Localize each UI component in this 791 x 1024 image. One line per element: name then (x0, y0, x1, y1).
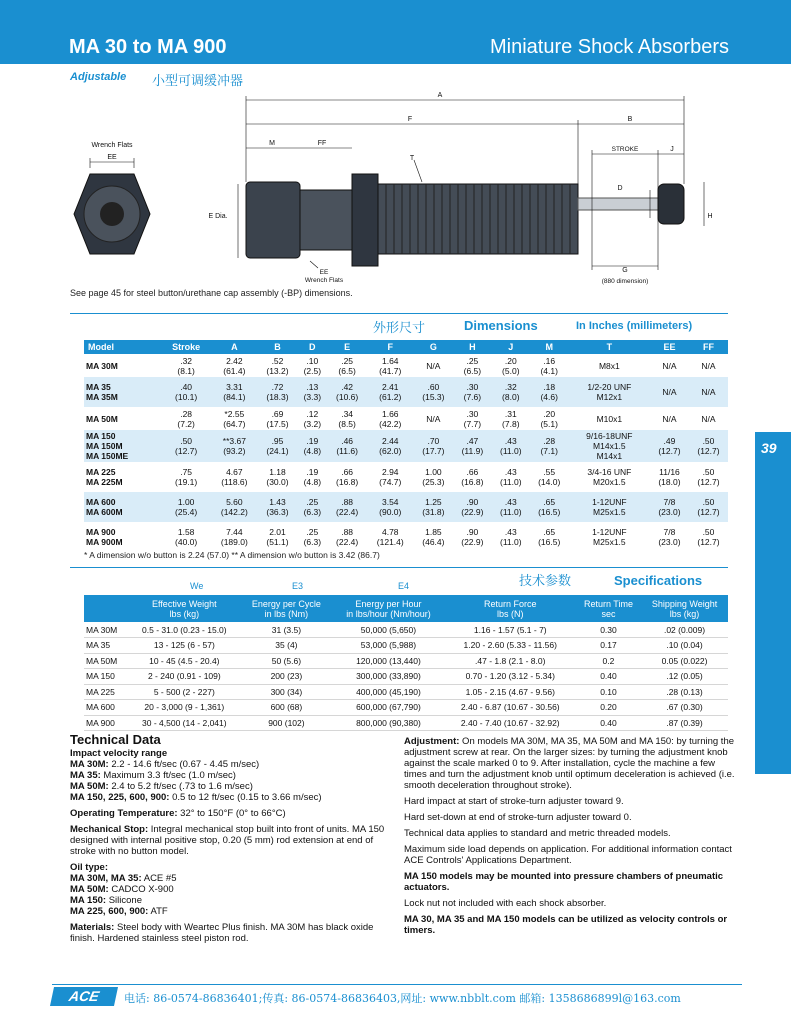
dimensions-cell: 5.60 (142.2) (211, 492, 258, 522)
dimensions-cell: .34 (8.5) (338, 408, 356, 429)
specifications-cell: .28 (0.13) (641, 684, 728, 700)
specifications-row (84, 669, 728, 685)
bp-note: See page 45 for steel button/urethane cap assembly (-BP) dimensions. (70, 288, 353, 298)
shock-absorber-diagram (60, 86, 740, 298)
specifications-cell: 2 - 240 (0.91 - 109) (128, 669, 240, 685)
dim-f-label: F (407, 116, 413, 123)
symbol-e3: E3 (292, 581, 304, 591)
dimensions-cell: .75 (19.1) (175, 467, 198, 487)
specifications-header-cell: Effective Weight lbs (kg) (128, 595, 240, 622)
symbol-e4: E4 (398, 581, 410, 591)
note-hard-setdown: Hard set-down at end of stroke-turn adjuster toward 0. (404, 812, 632, 823)
dimensions-cell: 1.00 (25.3) (422, 467, 445, 487)
dimensions-cell: .50 (12.7) (697, 467, 720, 487)
dimensions-cell: MA 150 MA 150M MA 150ME (84, 430, 162, 462)
specifications-cell: 1.16 - 1.57 (5.1 - 7) (445, 622, 576, 638)
side-view (208, 92, 712, 285)
oil-type-item: MA 50M: CADCO X-900 (70, 884, 174, 895)
specifications-header-cell: Return Time sec (576, 595, 641, 622)
dimensions-cell: .40 (10.1) (162, 377, 211, 407)
specifications-cell: 0.05 (0.022) (641, 653, 728, 669)
dimensions-cell: 3.54 (90.0) (367, 492, 414, 522)
dimensions-cell: **3.67 (93.2) (211, 430, 258, 462)
dimensions-cell: N/A (662, 360, 677, 371)
dimensions-cell: .16 (4.1) (540, 355, 558, 376)
dimensions-cell: .18 (4.6) (530, 377, 569, 407)
dimensions-cell: 7/8 (23.0) (650, 492, 689, 522)
dimensions-header-row (84, 340, 728, 354)
dimensions-row (84, 407, 728, 430)
note-hard-impact: Hard impact at start of stroke-turn adjuster toward 9. (404, 796, 624, 807)
specifications-cell: 0.70 - 1.20 (3.12 - 5.34) (445, 669, 576, 685)
dimensions-cell: MA 225 MA 225M (86, 467, 123, 487)
dimensions-units: In Inches (millimeters) (576, 320, 693, 332)
page-title: MA 30 to MA 900 (69, 36, 227, 58)
oil-type-item: MA 150: Silicone (70, 895, 142, 906)
specifications-cell: 300 (34) (241, 684, 333, 700)
footer-divider (52, 984, 742, 985)
dimensions-cell: .70 (17.7) (414, 430, 453, 462)
dim-t-label: T (409, 155, 415, 162)
dimensions-cell: .25 (6.5) (338, 355, 356, 376)
dimensions-cell: N/A (650, 377, 689, 407)
dimensions-cell: N/A (701, 413, 716, 424)
specifications-row (84, 715, 728, 731)
dimensions-row (84, 430, 728, 462)
dimensions-cell: 1-12UNF M25x1.5 (592, 527, 627, 547)
dimensions-cell: MA 35 MA 35M (84, 377, 162, 407)
note-velocity-controls: MA 30, MA 35 and MA 150 models can be utilized as velocity controls or timers. (404, 914, 728, 936)
specifications-cell: 5 - 500 (2 - 227) (128, 684, 240, 700)
specifications-cell: 0.17 (576, 638, 641, 654)
dimensions-cell: 1.66 (42.2) (379, 408, 402, 429)
dimensions-cell: 1.58 (40.0) (175, 527, 198, 547)
dimensions-title: Dimensions (464, 318, 538, 333)
specifications-cell: 120,000 (13,440) (332, 653, 444, 669)
specifications-cell: .10 (0.04) (641, 638, 728, 654)
dimensions-cell: 2.01 (51.1) (266, 527, 289, 547)
dim-g-note: (880 dimension) (601, 278, 649, 285)
specifications-cell: 600,000 (67,790) (332, 700, 444, 716)
dimensions-cell: 1.85 (46.4) (422, 527, 445, 547)
dimensions-cell: MA 900 MA 900M (86, 527, 123, 547)
dimensions-cell: N/A (701, 360, 716, 371)
specifications-row (84, 622, 728, 638)
dimensions-cell: .49 (12.7) (650, 430, 689, 462)
dimensions-cell: .25 (6.3) (303, 527, 322, 547)
dimensions-header-cell: FF (689, 340, 728, 354)
dimensions-header-cell: J (492, 340, 530, 354)
dimensions-cell: .42 (10.6) (328, 377, 367, 407)
specifications-cell: 0.30 (576, 622, 641, 638)
ee-bottom-label: EE (319, 269, 329, 276)
impact-velocity-item: MA 35: Maximum 3.3 ft/sec (1.0 m/sec) (70, 770, 236, 781)
specifications-header-row (84, 595, 728, 622)
dimensions-cell: .19 (4.8) (297, 430, 328, 462)
specifications-row (84, 700, 728, 716)
dimensions-cell: N/A (426, 413, 441, 424)
technical-data (70, 734, 390, 949)
dimensions-cell: 11/16 (18.0) (658, 467, 681, 487)
divider (70, 567, 728, 568)
symbol-we: We (190, 581, 204, 591)
specifications-cell: MA 50M (84, 653, 128, 669)
specifications-title: Specifications (614, 573, 703, 588)
dimensions-cell: .52 (13.2) (266, 355, 289, 376)
dimensions-cell: .43 (11.0) (492, 492, 530, 522)
wrench-flats-bottom-label: Wrench Flats (304, 277, 344, 284)
wrench-flats-label: Wrench Flats (91, 142, 133, 149)
dimensions-cell: .43 (11.0) (492, 430, 530, 462)
specifications-cell: 0.40 (576, 715, 641, 731)
dimensions-cell: 4.67 (118.6) (221, 467, 248, 487)
dimensions-cell: .50 (12.7) (689, 430, 728, 462)
specifications-row (84, 638, 728, 654)
impact-velocity-item: MA 50M: 2.4 to 5.2 ft/sec (.73 to 1.6 m/sec) (70, 781, 253, 792)
footer-contact: 电话: 86-0574-86836401;传真: 86-0574-86836403,网址: www.nbblt.com 邮箱: 1358686899l@163.com (124, 992, 681, 1005)
technical-data-title: Technical Data (70, 732, 161, 747)
specifications-cell: 53,000 (5,988) (332, 638, 444, 654)
dimensions-table (84, 340, 728, 552)
specifications-cell: 600 (68) (241, 700, 333, 716)
oil-type-label: Oil type: (70, 862, 109, 873)
dimensions-cell: 7.44 (189.0) (220, 527, 248, 547)
dimensions-header-cell: M (530, 340, 569, 354)
specifications-cell: MA 225 (84, 684, 128, 700)
specifications-cell: 400,000 (45,190) (332, 684, 444, 700)
dimensions-cell: .90 (22.9) (453, 492, 492, 522)
page-side-tab (755, 432, 791, 774)
dimensions-header-cell: G (414, 340, 453, 354)
dimensions-cell: .25 (6.5) (463, 355, 482, 376)
dimensions-cell: 9/16-18UNF M14x1.5 M14x1 (569, 430, 650, 462)
dimensions-cell: .47 (11.9) (453, 430, 492, 462)
dimensions-cell: .13 (3.3) (297, 377, 328, 407)
specifications-cell: 50 (5.6) (241, 653, 333, 669)
dim-b-label: B (627, 116, 633, 123)
specifications-cell: .02 (0.009) (641, 622, 728, 638)
dimensions-cell: .19 (4.8) (303, 467, 322, 487)
dim-g-label: G (622, 267, 628, 274)
specifications-table (84, 595, 728, 731)
dimensions-cell: .90 (22.9) (461, 527, 484, 547)
dimensions-cell: .55 (14.0) (538, 467, 561, 487)
operating-temperature: Operating Temperature: 32° to 150°F (0° to 66°C) (70, 808, 286, 819)
dimensions-note: * A dimension w/o button is 2.24 (57.0) ** A dimension w/o button is 3.42 (86.7) (84, 550, 380, 560)
dim-m-label: M (269, 140, 275, 147)
dimensions-cell: MA 30M (86, 360, 118, 371)
dim-a-label: A (437, 92, 443, 99)
oil-type-item: MA 30M, MA 35: ACE #5 (70, 873, 177, 884)
e-dia-label: E Dia. (208, 213, 228, 220)
specifications-cell: 1.20 - 2.60 (5.33 - 11.56) (445, 638, 576, 654)
page-number: 39 (761, 440, 777, 456)
dimensions-cell: .20 (5.0) (502, 355, 520, 376)
adjustment-text: Adjustment: On models MA 30M, MA 35, MA 50M and MA 150: by turning the adjustment screw at rear. On the larger sizes: by turning the adjustment knob against the scale marked 0 to 9. After installation, cycle the machine a few times and turn the adjustment knob until optimum deceleration is achieved (i.e. smooth deceleration throughout stroke). (404, 736, 735, 791)
dimensions-cell: .65 (16.5) (538, 527, 561, 547)
dimensions-header-cell: B (258, 340, 297, 354)
impact-velocity-item: MA 30M: 2.2 - 14.6 ft/sec (0.67 - 4.45 m/sec) (70, 759, 260, 770)
oil-type-list (70, 873, 390, 917)
page-subtitle: Miniature Shock Absorbers (489, 36, 729, 58)
dimensions-cell: 1.18 (30.0) (266, 467, 289, 487)
specifications-cell: 900 (102) (241, 715, 333, 731)
dimensions-cell: .95 (24.1) (258, 430, 297, 462)
specifications-cell: 0.2 (576, 653, 641, 669)
dimensions-cell: .46 (11.6) (328, 430, 367, 462)
dimensions-cell: 3/4-16 UNF M20x1.5 (587, 467, 632, 487)
dimensions-cell: MA 600 MA 600M (84, 492, 162, 522)
specifications-row (84, 653, 728, 669)
dimensions-cell: N/A (426, 360, 441, 371)
dimensions-cell: .20 (5.1) (540, 408, 558, 429)
dimensions-cell: .50 (12.7) (162, 430, 211, 462)
dimensions-cell: 1.43 (36.3) (258, 492, 297, 522)
dim-h-label: H (707, 213, 713, 220)
dimensions-cell: .32 (8.1) (177, 355, 195, 376)
specifications-cell: 35 (4) (241, 638, 333, 654)
specifications-cell: 0.40 (576, 669, 641, 685)
dimensions-cell: .66 (16.8) (461, 467, 484, 487)
specifications-header-cell: Shipping Weight lbs (kg) (641, 595, 728, 622)
dimensions-cell: N/A (689, 377, 728, 407)
specifications-cell: MA 35 (84, 638, 128, 654)
specifications-cell: 0.10 (576, 684, 641, 700)
dim-d-label: D (617, 185, 623, 192)
dimensions-row (84, 377, 728, 407)
dimensions-cell: .88 (22.4) (336, 527, 359, 547)
dimensions-header-cell: F (367, 340, 414, 354)
note-pressure-chambers: MA 150 models may be mounted into pressure chambers of pneumatic actuators. (404, 871, 724, 893)
dimensions-cell: 2.41 (61.2) (367, 377, 414, 407)
dimensions-row (84, 462, 728, 492)
dimensions-cell: .69 (17.5) (266, 408, 289, 429)
dimensions-cell: .28 (7.1) (530, 430, 569, 462)
impact-velocity-list (70, 759, 390, 803)
dimensions-cn: 外形尺寸 (373, 320, 426, 335)
ace-logo: ACE (50, 987, 118, 1006)
mechanical-stop: Mechanical Stop: Integral mechanical stop built into front of units. MA 150 designed with internal positive stop, 0.20 (5 mm) rod extension at end of stroke with no button model. (70, 824, 385, 857)
dim-stroke-label: STROKE (611, 146, 639, 153)
dimensions-header-cell: D (297, 340, 328, 354)
dimensions-cell: 1/2-20 UNF M12x1 (569, 377, 650, 407)
dimensions-cell: .31 (7.8) (502, 408, 520, 429)
dimensions-cell: .30 (7.6) (453, 377, 492, 407)
impact-velocity-item: MA 150, 225, 600, 900: 0.5 to 12 ft/sec (0.15 to 3.66 m/sec) (70, 792, 322, 803)
specifications-header-cell: Energy per Hour in lbs/hour (Nm/hour) (332, 595, 444, 622)
dimensions-cell: 1.00 (25.4) (162, 492, 211, 522)
dimensions-cell: .72 (18.3) (258, 377, 297, 407)
dimensions-cell: .66 (16.8) (336, 467, 359, 487)
specifications-cell: 50,000 (5,650) (332, 622, 444, 638)
specifications-cell: 2.40 - 6.87 (10.67 - 30.56) (445, 700, 576, 716)
dimensions-cell: .50 (12.7) (697, 527, 720, 547)
specifications-cell: 30 - 4,500 (14 - 2,041) (128, 715, 240, 731)
specifications-cell: 0.5 - 31.0 (0.23 - 15.0) (128, 622, 240, 638)
dimensions-header-cell: Stroke (162, 340, 211, 354)
dimensions-cell: .12 (3.2) (303, 408, 322, 429)
dimensions-row (84, 354, 728, 377)
dimensions-cell: 4.78 (121.4) (376, 527, 404, 547)
dim-j-label: J (670, 146, 674, 153)
dimensions-cell: M10x1 (596, 413, 623, 424)
dimensions-header-cell: T (569, 340, 650, 354)
divider (70, 313, 728, 314)
dimensions-cell: 2.42 (61.4) (223, 355, 246, 376)
dimensions-header-cell: EE (650, 340, 689, 354)
dimensions-header-cell: H (453, 340, 492, 354)
dimensions-cell: 7/8 (23.0) (658, 527, 681, 547)
specifications-cell: .87 (0.39) (641, 715, 728, 731)
dimensions-cell: M8x1 (598, 360, 620, 371)
specifications-cell: MA 600 (84, 700, 128, 716)
page-header (0, 0, 791, 64)
specifications-cell: MA 30M (84, 622, 128, 638)
oil-type-item: MA 225, 600, 900: ATF (70, 906, 168, 917)
specifications-cell: 800,000 (90,380) (332, 715, 444, 731)
dimensions-cell: .28 (7.2) (177, 408, 195, 429)
adjustment-notes (404, 736, 736, 941)
dimensions-cell: 2.94 (74.7) (379, 467, 402, 487)
dimensions-cell: .88 (22.4) (328, 492, 367, 522)
dimensions-cell: .10 (2.5) (303, 355, 322, 376)
specifications-cell: MA 900 (84, 715, 128, 731)
dimensions-cell: 2.44 (62.0) (367, 430, 414, 462)
specifications-cell: 300,000 (33,890) (332, 669, 444, 685)
end-view (74, 142, 150, 254)
dimensions-cell: .43 (11.0) (500, 527, 522, 547)
ee-label: EE (107, 154, 117, 161)
specifications-header-cell: Return Force lbs (N) (445, 595, 576, 622)
note-technical-data: Technical data applies to standard and metric threaded models. (404, 828, 671, 839)
specifications-cell: 10 - 45 (4.5 - 20.4) (128, 653, 240, 669)
specifications-cell: MA 150 (84, 669, 128, 685)
dimensions-row (84, 492, 728, 522)
dimensions-cell: .32 (8.0) (492, 377, 530, 407)
dimensions-cell: .65 (16.5) (530, 492, 569, 522)
specifications-cell: .47 - 1.8 (2.1 - 8.0) (445, 653, 576, 669)
dimensions-cell: *2.55 (64.7) (223, 408, 246, 429)
specifications-cell: 2.40 - 7.40 (10.67 - 32.92) (445, 715, 576, 731)
dimensions-cell: .50 (12.7) (689, 492, 728, 522)
specifications-cell: 0.20 (576, 700, 641, 716)
specifications-cell: 1.05 - 2.15 (4.67 - 9.56) (445, 684, 576, 700)
specifications-cell: 31 (3.5) (241, 622, 333, 638)
specifications-cell: 200 (23) (241, 669, 333, 685)
specifications-cell: .67 (0.30) (641, 700, 728, 716)
dimensions-header-cell: E (328, 340, 367, 354)
adjustable-label: Adjustable (70, 71, 127, 83)
note-side-load: Maximum side load depends on application. For additional information contact ACE Controls' Applications Department. (404, 844, 732, 866)
specifications-cell: .12 (0.05) (641, 669, 728, 685)
dimensions-header-cell: A (211, 340, 258, 354)
dimensions-cell: .60 (15.3) (414, 377, 453, 407)
specifications-row (84, 684, 728, 700)
specifications-header-cell: Energy per Cycle in lbs (Nm) (241, 595, 333, 622)
specifications-header-cell (84, 595, 128, 622)
dimensions-cell: 3.31 (84.1) (211, 377, 258, 407)
cn-title: 小型可调缓冲器 (152, 73, 244, 88)
dimensions-cell: N/A (662, 413, 677, 424)
materials: Materials: Steel body with Weartec Plus finish. MA 30M has black oxide finish. Hardened stainless steel piston rod. (70, 922, 374, 944)
dimensions-cell: 1.64 (41.7) (379, 355, 402, 376)
dimensions-header-cell: Model (84, 340, 162, 354)
impact-velocity-label: Impact velocity range (70, 748, 168, 759)
specifications-cn: 技术参数 (519, 573, 572, 588)
dim-ff-label: FF (317, 140, 327, 147)
dimensions-cell: .25 (6.3) (297, 492, 328, 522)
specifications-cell: 20 - 3,000 (9 - 1,361) (128, 700, 240, 716)
dimensions-cell: 1-12UNF M25x1.5 (569, 492, 650, 522)
note-lock-nut: Lock nut not included with each shock absorber. (404, 898, 607, 909)
specifications-cell: 13 - 125 (6 - 57) (128, 638, 240, 654)
dimensions-cell: MA 50M (86, 413, 118, 424)
dimensions-row (84, 522, 728, 552)
dimensions-cell: .43 (11.0) (500, 467, 522, 487)
dimensions-cell: .30 (7.7) (463, 408, 482, 429)
dimensions-cell: 1.25 (31.8) (414, 492, 453, 522)
